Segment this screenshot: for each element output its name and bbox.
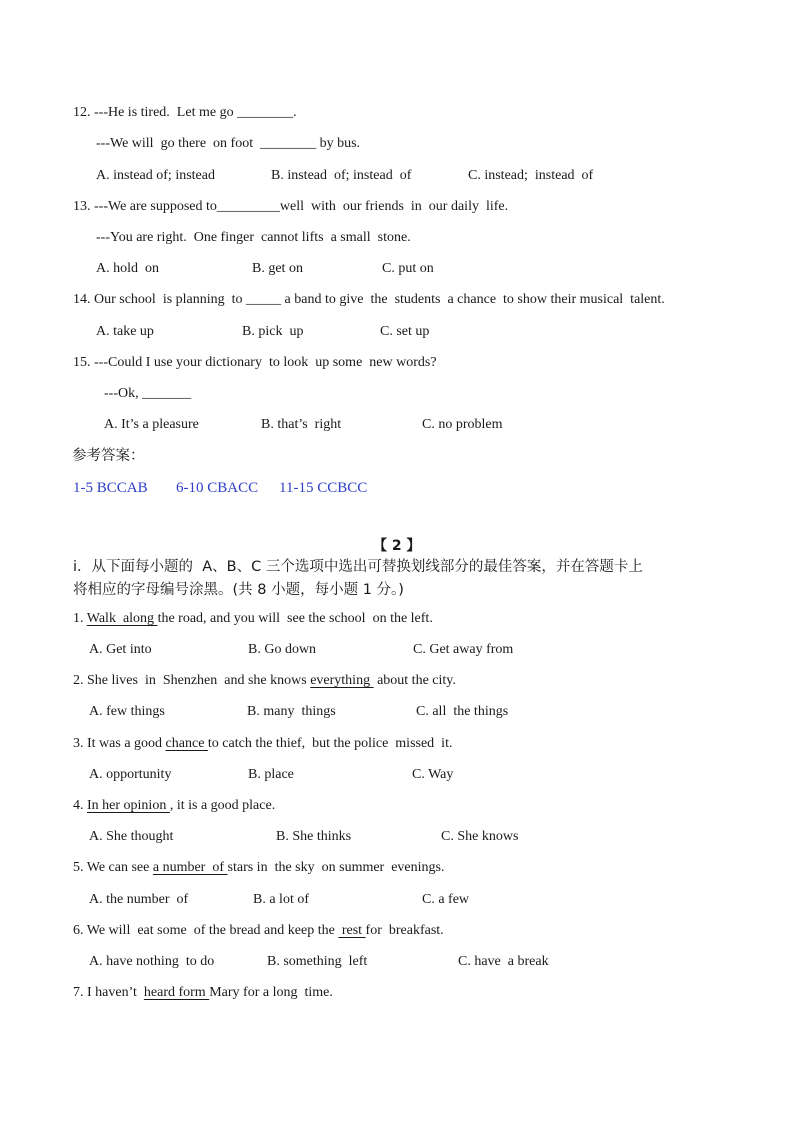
q6-option-b: B. something left [267,954,368,969]
q7-sentence: 7. I haven’t heard form Mary for a long time. [73,985,333,1000]
q1-option-c: C. Get away from [413,642,514,657]
q12-option-a: A. instead of; instead [96,168,215,183]
q1-underlined: Walk along [86,611,158,626]
q4-sentence: 4. In her opinion , it is a good place. [73,798,276,813]
q4-option-b: B. She thinks [276,829,352,844]
q6-underlined: rest [338,923,366,938]
q13-option-c: C. put on [382,261,434,276]
q14-line1: 14. Our school is planning to _____ a band to give the students a chance to show their musical talent. [73,292,665,307]
q12-option-c: C. instead; instead of [468,168,594,183]
q2-option-c: C. all the things [416,704,509,719]
answer-key-6-10: 6-10 CBACC [176,480,259,496]
q2-option-a: A. few things [89,704,165,719]
q13-line2: ---You are right. One finger cannot lifts a small stone. [96,230,411,245]
q4-underlined: In her opinion [87,798,170,813]
q4-option-a: A. She thought [89,829,174,844]
q2-sentence: 2. She lives in Shenzhen and she knows everything about the city. [73,673,456,688]
q15-option-b: B. that’s right [261,417,342,432]
q6-option-c: C. have a break [458,954,549,969]
q3-option-b: B. place [248,767,294,782]
q14-option-c: C. set up [380,324,430,339]
q15-option-c: C. no problem [422,417,503,432]
instructions-line2: 将相应的字母编号涂黑。(共 8 小题，每小题 1 分。) [73,582,404,598]
answer-key-11-15: 11-15 CCBCC [279,480,368,496]
q12-option-b: B. instead of; instead of [271,168,412,183]
q3-underlined: chance [165,736,208,751]
instructions-line1: ⅰ．从下面每小题的 A、B、C 三个选项中选出可替换划线部分的最佳答案，并在答题卡上 [73,559,643,575]
q14-option-a: A. take up [96,324,154,339]
q13-option-b: B. get on [252,261,303,276]
q3-option-a: A. opportunity [89,767,172,782]
q2-underlined: everything [310,673,374,688]
q14-option-b: B. pick up [242,324,304,339]
q2-option-b: B. many things [247,704,336,719]
q15-option-a: A. It’s a pleasure [104,417,199,432]
q6-sentence: 6. We will eat some of the bread and keep the rest for breakfast. [73,923,444,938]
q13-option-a: A. hold on [96,261,159,276]
q5-option-b: B. a lot of [253,892,309,907]
q1-option-a: A. Get into [89,642,152,657]
q13-line1: 13. ---We are supposed to_________well with our friends in our daily life. [73,199,509,214]
q7-underlined: heard form [143,985,210,1000]
q5-sentence: 5. We can see a number of stars in the sky on summer evenings. [73,860,445,875]
q12-line1: 12. ---He is tired. Let me go ________. [73,105,297,120]
q12-line2: ---We will go there on foot ________ by bus. [96,136,361,151]
q6-option-a: A. have nothing to do [89,954,215,969]
q1-sentence: 1. Walk along the road, and you will see the school on the left. [73,611,433,626]
answer-key-1-5: 1-5 BCCAB [73,480,148,496]
q5-underlined: a number of [152,860,228,875]
section-header: 【 2 】 [373,538,421,554]
q3-sentence: 3. It was a good chance to catch the thief, but the police missed it. [73,736,453,751]
q5-option-c: C. a few [422,892,470,907]
answer-key-label: 参考答案： [72,448,145,464]
q1-option-b: B. Go down [248,642,317,657]
q3-option-c: C. Way [412,767,454,782]
q5-option-a: A. the number of [89,892,189,907]
q4-option-c: C. She knows [441,829,519,844]
q15-line1: 15. ---Could I use your dictionary to look up some new words? [73,355,437,370]
q15-line2: ---Ok, _______ [104,386,192,401]
